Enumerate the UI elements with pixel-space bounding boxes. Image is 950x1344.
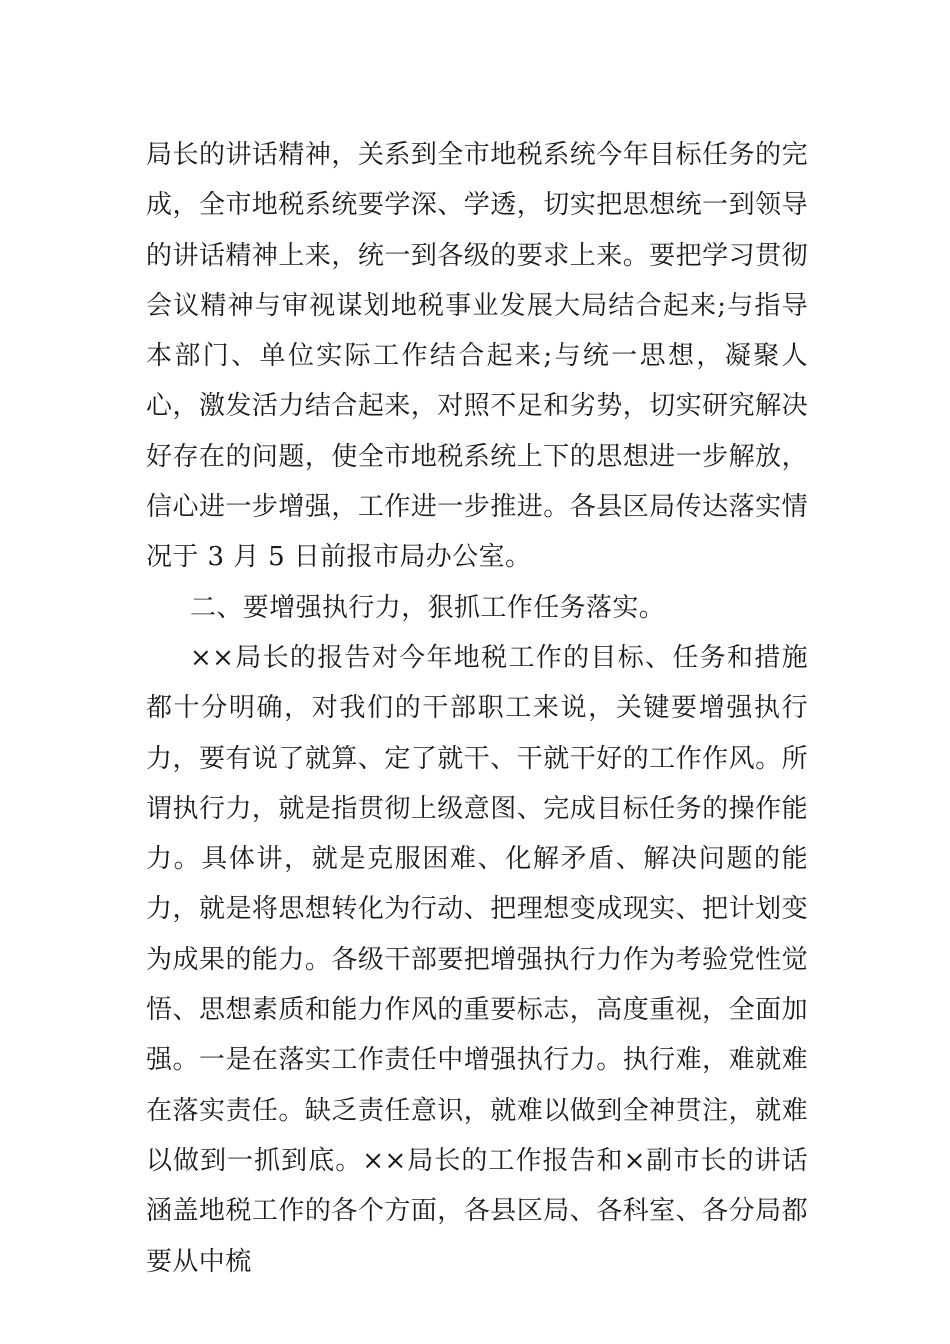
document-body xyxy=(146,130,808,1287)
section-heading: 二、要增强执行力，狠抓工作任务落实。 xyxy=(190,592,666,623)
paragraph-body: ××局长的报告对今年地税工作的目标、任务和措施都十分明确，对我们的干部职工来说，关键要增强执行力，要有说了就算、定了就干、干就干好的工作作风。所谓执行力，就是指贯彻上级意图、完成目标任务的操作能力。具体讲，就是克服困难、化解矛盾、解决问题的能力，就是将思想转化为行动、把理想变成现实、把计划变为成果的能力。各级干部要把增强执行力作为考验党性觉悟、思想素质和能力作风的重要标志，高度重视，全面加强。一是在落实工作责任中增强执行力。执行难，难就难在落实责任。缺乏责任意识，就难以做到全神贯注，就难以做到一抓到底。××局长的工作报告和×副市长的讲话涵盖地税工作的各个方面，各县区局、各科室、各分局都要从中梳 xyxy=(146,642,808,1277)
paragraph-continuation: 局长的讲话精神，关系到全市地税系统今年目标任务的完成，全市地税系统要学深、学透，切实把思想统一到领导的讲话精神上来，统一到各级的要求上来。要把学习贯彻会议精神与审视谋划地税事业发展大局结合起来;与指导本部门、单位实际工作结合起来;与统一思想，凝聚人心，激发活力结合起来，对照不足和劣势，切实研究解决好存在的问题，使全市地税系统上下的思想进一步解放，信心进一步增强，工作进一步推进。各县区局传达落实情况于 3 月 5 日前报市局办公室。 xyxy=(146,140,808,573)
